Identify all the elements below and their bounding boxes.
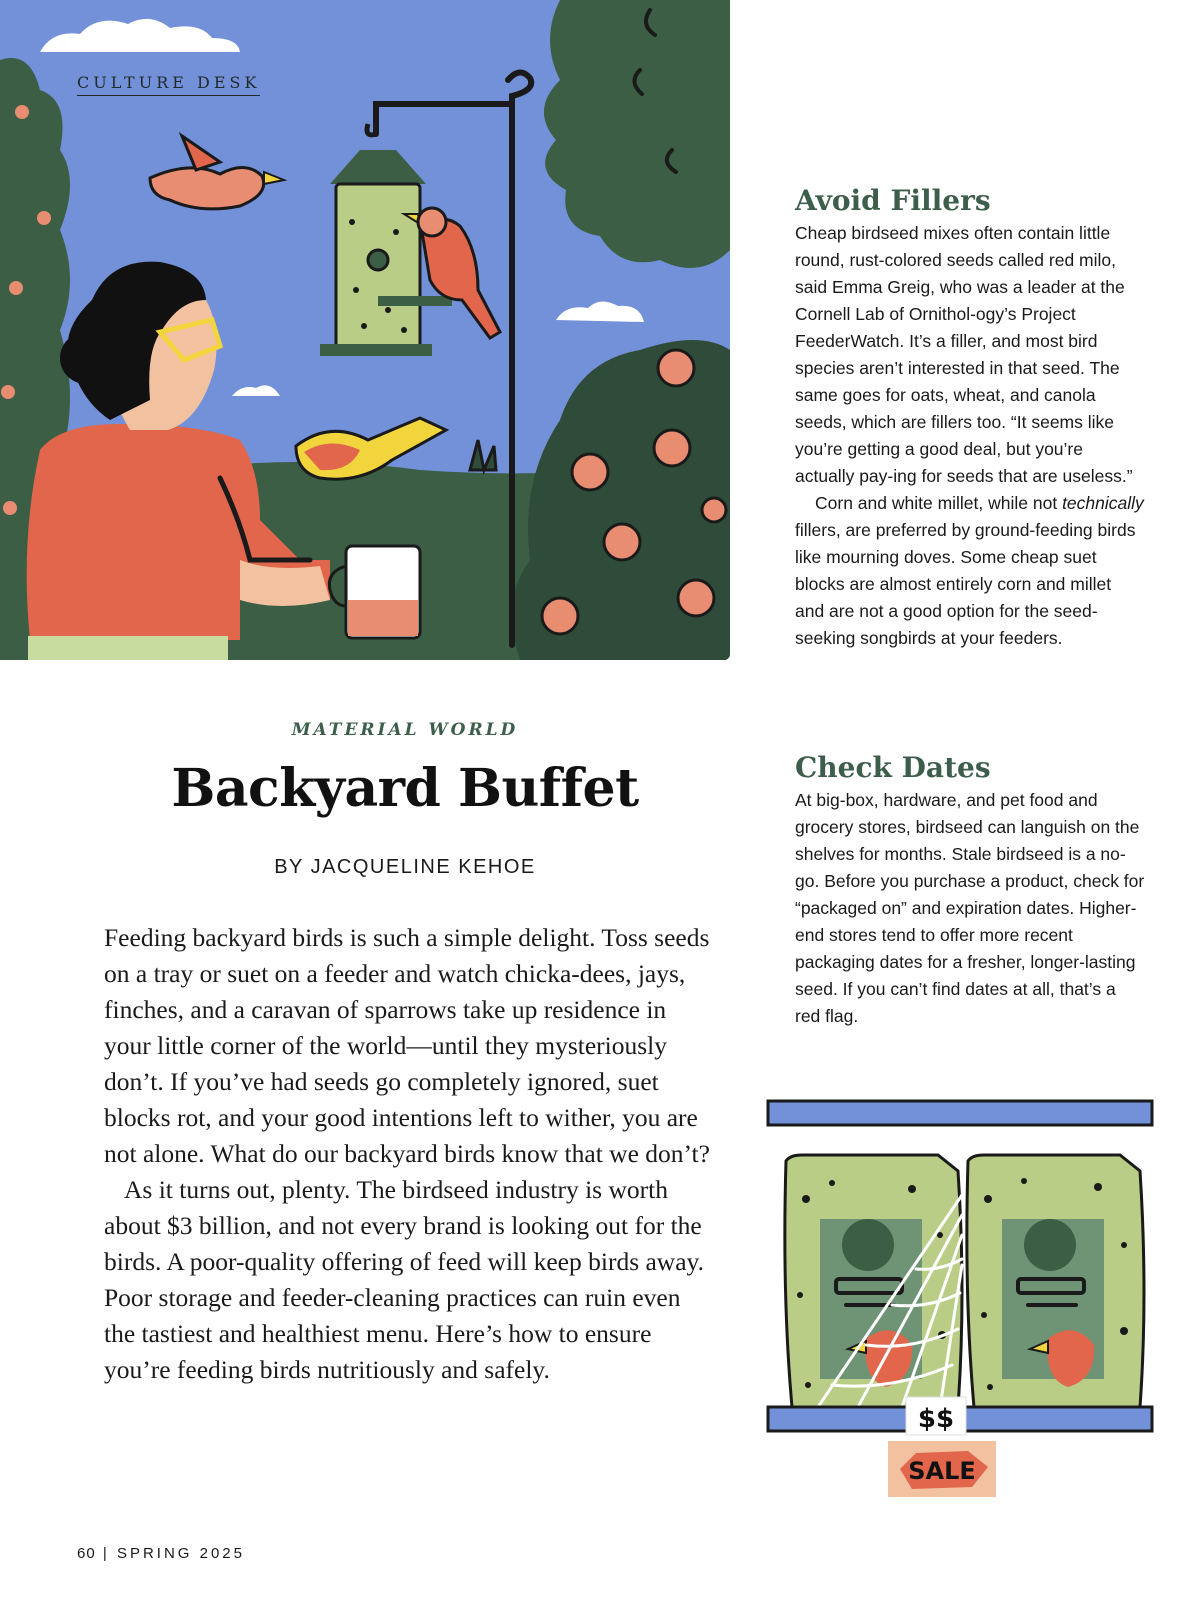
folio-separator: | [102, 1545, 110, 1562]
sidebar-section-check-dates [795, 751, 1145, 1030]
hero-illustration [0, 0, 730, 660]
shelf-illustration [762, 1095, 1162, 1505]
article-byline: BY JACQUELINE KEHOE [274, 856, 536, 878]
page-number: 60 [77, 1545, 96, 1562]
sidebar-section-avoid-fillers [795, 184, 1145, 652]
issue-label: SPRING 2025 [116, 1545, 245, 1562]
sidebar-text: Corn and white millet, while not [815, 493, 1063, 513]
article-lede [104, 920, 716, 1388]
sidebar-text: fillers, are preferred by ground-feeding birds like mourning doves. Some cheap suet blocks are almost entirely corn and millet and are not a good option for the seed-seeking songbirds at your feeders. [795, 520, 1136, 648]
sidebar-emphasis: technically [1062, 493, 1144, 513]
article-title: Backyard Buffet [171, 758, 639, 819]
lede-paragraph: Feeding backyard birds is such a simple delight. Toss seeds on a tray or suet on a feeder and watch chicka-dees, jays, finches, and a caravan of sparrows take up residence in your little corner of the world—until they mysteriously don’t. If you’ve had seeds go completely ignored, suet blocks rot, and your good intentions left to wither, you are not alone. What do our backyard birds know that we don’t? [104, 923, 710, 1168]
article-kicker: MATERIAL WORLD [291, 720, 519, 740]
lede-paragraph: As it turns out, plenty. The birdseed industry is worth about $3 billion, and not every brand is looking out for the birds. A poor-quality offering of feed will keep birds away. Poor storage and feeder-cleaning practices can ruin even the tastiest and healthiest menu. Here’s how to ensure you’re feeding birds nutritiously and safely. [104, 1175, 705, 1384]
price-tag-label: $$ [917, 1404, 955, 1434]
sale-sign-label: SALE [908, 1457, 976, 1485]
sidebar-heading: Avoid Fillers [795, 184, 991, 217]
sidebar-paragraph: At big-box, hardware, and pet food and grocery stores, birdseed can languish on the shelves for months. Stale birdseed is a no-go. Before you purchase a product, check for “packaged on” and expiration dates. Higher-end stores tend to offer more recent packaging dates for a fresher, longer-lasting seed. If you can’t find dates at all, that’s a red flag. [795, 790, 1145, 1026]
sidebar-paragraph [795, 490, 1145, 652]
page-folio [77, 1545, 245, 1562]
section-label: CULTURE DESK [77, 73, 260, 96]
sidebar-heading: Check Dates [795, 751, 991, 784]
sidebar-paragraph: Cheap birdseed mixes often contain little round, rust-colored seeds called red milo, said Emma Greig, who was a leader at the Cornell Lab of Ornithol-ogy’s Project FeederWatch. It’s a filler, and most bird species aren’t interested in that seed. The same goes for oats, wheat, and canola seeds, which are fillers too. “It seems like you’re getting a good deal, but you’re actually pay-ing for seeds that are useless.” [795, 223, 1133, 486]
